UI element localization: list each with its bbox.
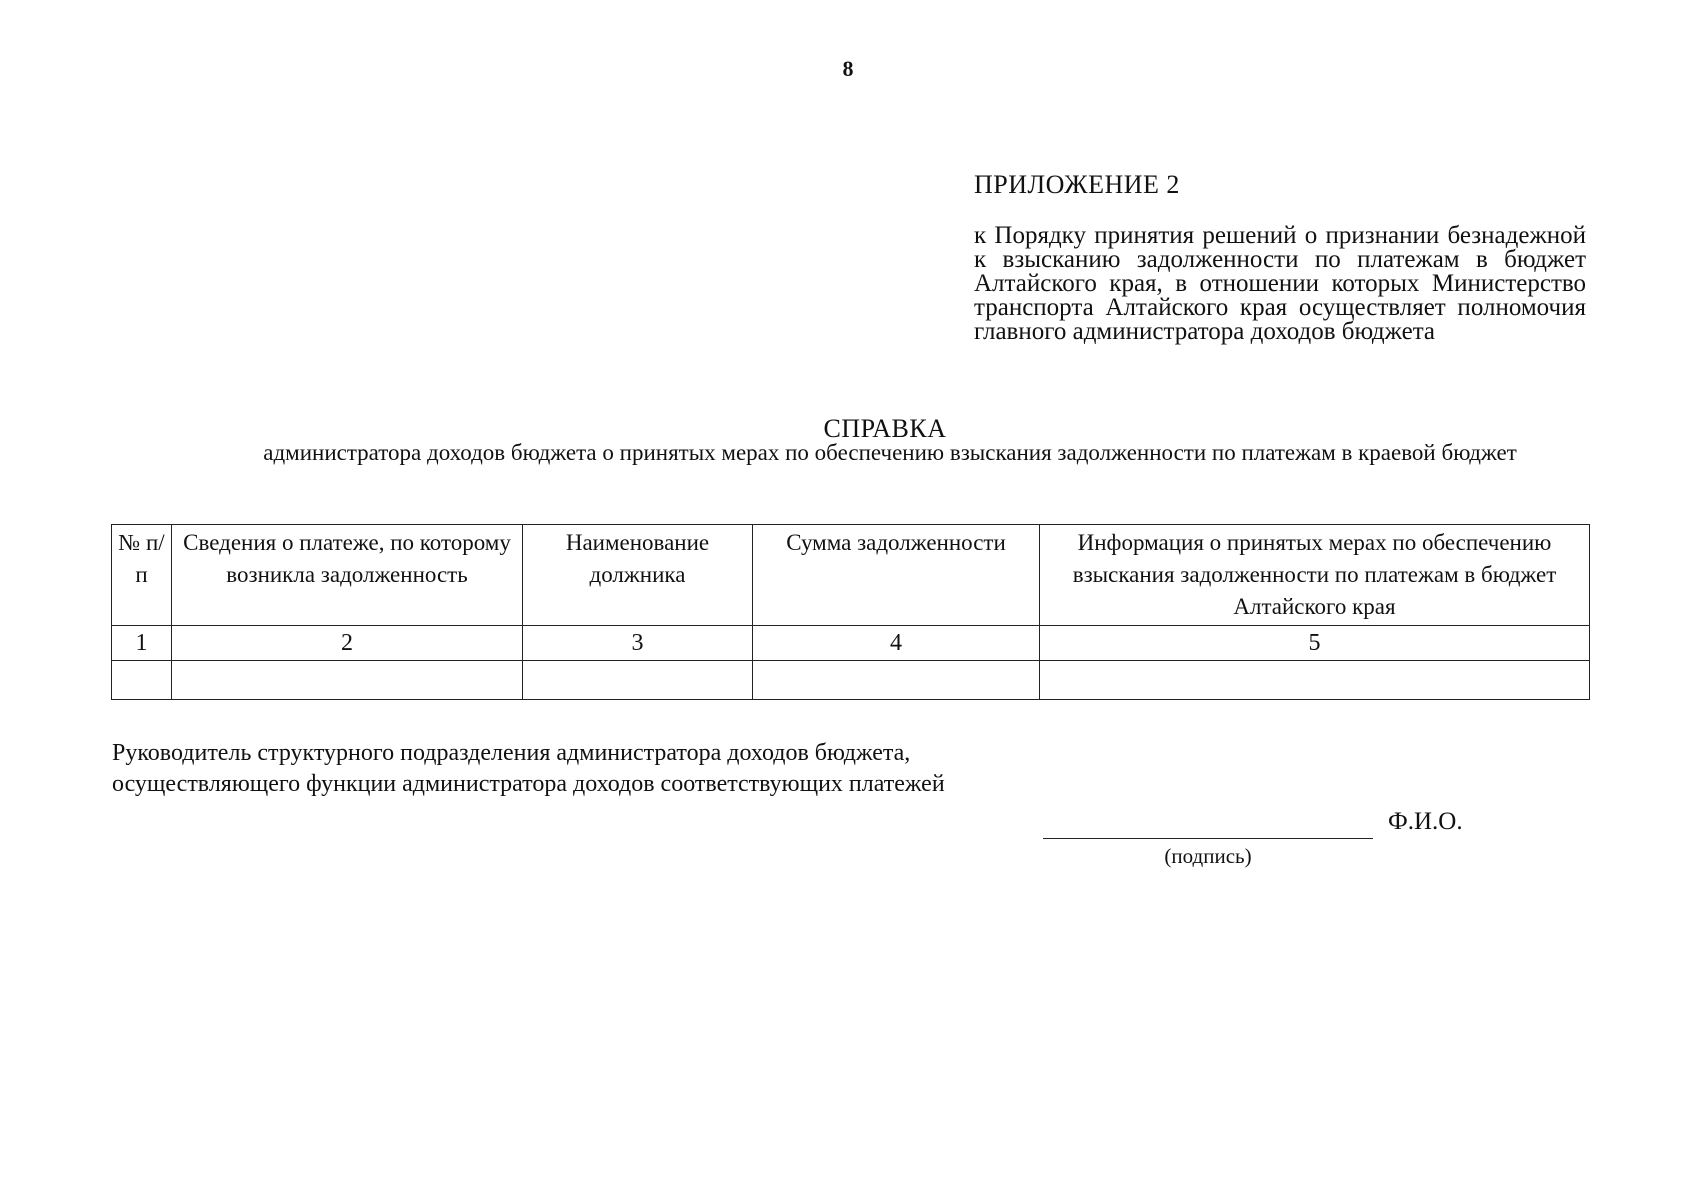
table-cell	[1040, 661, 1590, 700]
report-table	[111, 524, 1590, 700]
table-cell	[172, 661, 523, 700]
column-number-row	[112, 626, 1590, 661]
table-row	[112, 661, 1590, 700]
signatory-position: Руководитель структурного подразделения администратора доходов бюджета, осуществляющего функции администратора доходов соответствующих платежей	[112, 740, 945, 797]
table-header-row	[112, 525, 1590, 626]
page-number: 8	[842, 56, 854, 81]
document-subtitle: администратора доходов бюджета о принятых мерах по обеспечению взыскания задолженности по платежам в краевой бюджет	[263, 440, 1517, 465]
column-number: 2	[172, 626, 523, 661]
header-payment-info: Сведения о платеже, по которому возникла задолженность	[172, 525, 523, 626]
header-number: № п/п	[112, 525, 172, 626]
header-debt-amount: Сумма задолженности	[753, 525, 1040, 626]
signatory-name: Ф.И.О.	[1388, 808, 1463, 835]
column-number: 3	[523, 626, 753, 661]
header-measures-info: Информация о принятых мерах по обеспечению взыскания задолженности по платежам в бюджет Алтайского края	[1040, 525, 1590, 626]
appendix-text: к Порядку принятия решений о признании безнадежной к взысканию задолженности по платежам в бюджет Алтайского края, в отношении которых Министерство транспорта Алтайского края осуществляет полномочия главного администратора доходов бюджета	[974, 222, 1586, 345]
header-debtor-name: Наименование должника	[523, 525, 753, 626]
column-number: 1	[112, 626, 172, 661]
signature-line	[1043, 838, 1373, 839]
signature-caption: (подпись)	[1164, 844, 1252, 868]
table-cell	[523, 661, 753, 700]
column-number: 5	[1040, 626, 1590, 661]
table-cell	[112, 661, 172, 700]
document-title: СПРАВКА	[823, 414, 947, 443]
appendix-title: ПРИЛОЖЕНИЕ 2	[974, 170, 1180, 199]
column-number: 4	[753, 626, 1040, 661]
table-cell	[753, 661, 1040, 700]
